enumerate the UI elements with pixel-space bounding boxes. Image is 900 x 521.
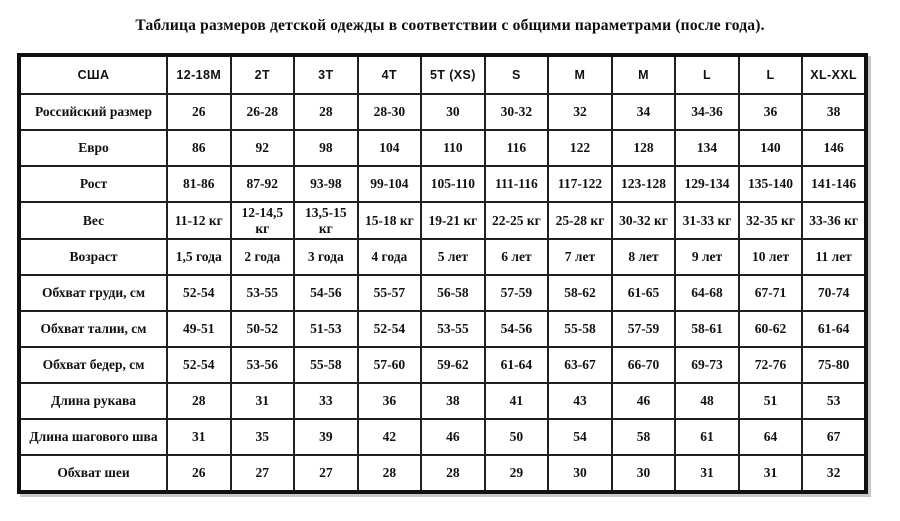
data-cell: 54-56 <box>294 275 358 311</box>
data-cell: 55-58 <box>548 311 612 347</box>
data-cell: 35 <box>231 419 295 455</box>
data-cell: 123-128 <box>612 166 676 202</box>
column-header: 4T <box>358 55 422 94</box>
data-cell: 34 <box>612 94 676 130</box>
data-cell: 92 <box>231 130 295 166</box>
data-cell: 31 <box>231 383 295 419</box>
column-header: 3T <box>294 55 358 94</box>
data-cell: 98 <box>294 130 358 166</box>
data-cell: 53-56 <box>231 347 295 383</box>
data-cell: 141-146 <box>802 166 866 202</box>
data-cell: 13,5-15 кг <box>294 202 358 239</box>
data-cell: 81-86 <box>167 166 231 202</box>
row-label: Обхват бедер, см <box>19 347 167 383</box>
data-cell: 128 <box>612 130 676 166</box>
data-cell: 36 <box>739 94 803 130</box>
column-header: M <box>612 55 676 94</box>
table-row <box>19 311 866 347</box>
data-cell: 72-76 <box>739 347 803 383</box>
data-cell: 63-67 <box>548 347 612 383</box>
data-cell: 11-12 кг <box>167 202 231 239</box>
data-cell: 4 года <box>358 239 422 275</box>
data-cell: 61-64 <box>802 311 866 347</box>
data-cell: 61-65 <box>612 275 676 311</box>
data-cell: 70-74 <box>802 275 866 311</box>
data-cell: 30-32 <box>485 94 549 130</box>
data-cell: 28 <box>294 94 358 130</box>
data-cell: 117-122 <box>548 166 612 202</box>
table-row <box>19 202 866 239</box>
data-cell: 105-110 <box>421 166 485 202</box>
data-cell: 39 <box>294 419 358 455</box>
data-cell: 56-58 <box>421 275 485 311</box>
table-row <box>19 275 866 311</box>
data-cell: 12-14,5 кг <box>231 202 295 239</box>
table-row <box>19 239 866 275</box>
data-cell: 55-57 <box>358 275 422 311</box>
data-cell: 31 <box>167 419 231 455</box>
data-cell: 25-28 кг <box>548 202 612 239</box>
data-cell: 67-71 <box>739 275 803 311</box>
data-cell: 52-54 <box>167 347 231 383</box>
row-label: Обхват груди, см <box>19 275 167 311</box>
data-cell: 30-32 кг <box>612 202 676 239</box>
data-cell: 51 <box>739 383 803 419</box>
row-label: Рост <box>19 166 167 202</box>
data-cell: 61-64 <box>485 347 549 383</box>
data-cell: 57-59 <box>612 311 676 347</box>
data-cell: 99-104 <box>358 166 422 202</box>
row-label: Российский размер <box>19 94 167 130</box>
table-row <box>19 94 866 130</box>
data-cell: 34-36 <box>675 94 739 130</box>
data-cell: 61 <box>675 419 739 455</box>
row-label: Длина шагового шва <box>19 419 167 455</box>
data-cell: 50 <box>485 419 549 455</box>
table-row <box>19 383 866 419</box>
row-label: Обхват шеи <box>19 455 167 492</box>
data-cell: 33 <box>294 383 358 419</box>
data-cell: 2 года <box>231 239 295 275</box>
data-cell: 38 <box>802 94 866 130</box>
data-cell: 22-25 кг <box>485 202 549 239</box>
data-cell: 55-58 <box>294 347 358 383</box>
data-cell: 58 <box>612 419 676 455</box>
data-cell: 36 <box>358 383 422 419</box>
size-table-body <box>19 94 866 492</box>
data-cell: 28-30 <box>358 94 422 130</box>
data-cell: 59-62 <box>421 347 485 383</box>
row-label: Возраст <box>19 239 167 275</box>
data-cell: 28 <box>167 383 231 419</box>
data-cell: 32 <box>802 455 866 492</box>
row-label: Вес <box>19 202 167 239</box>
data-cell: 9 лет <box>675 239 739 275</box>
data-cell: 64 <box>739 419 803 455</box>
data-cell: 10 лет <box>739 239 803 275</box>
data-cell: 122 <box>548 130 612 166</box>
data-cell: 26 <box>167 455 231 492</box>
data-cell: 11 лет <box>802 239 866 275</box>
column-header: 12-18M <box>167 55 231 94</box>
data-cell: 8 лет <box>612 239 676 275</box>
size-table-head <box>19 55 866 94</box>
data-cell: 1,5 года <box>167 239 231 275</box>
data-cell: 28 <box>421 455 485 492</box>
data-cell: 110 <box>421 130 485 166</box>
data-cell: 58-62 <box>548 275 612 311</box>
data-cell: 87-92 <box>231 166 295 202</box>
data-cell: 7 лет <box>548 239 612 275</box>
data-cell: 31 <box>739 455 803 492</box>
data-cell: 116 <box>485 130 549 166</box>
column-header: M <box>548 55 612 94</box>
column-header: XL-XXL <box>802 55 866 94</box>
data-cell: 30 <box>612 455 676 492</box>
data-cell: 49-51 <box>167 311 231 347</box>
data-cell: 69-73 <box>675 347 739 383</box>
page-title: Таблица размеров детской одежды в соответствии с общими параметрами (после года). <box>135 17 765 34</box>
data-cell: 41 <box>485 383 549 419</box>
data-cell: 33-36 кг <box>802 202 866 239</box>
data-cell: 111-116 <box>485 166 549 202</box>
label-column-header: США <box>19 55 167 94</box>
data-cell: 31 <box>675 455 739 492</box>
data-cell: 32-35 кг <box>739 202 803 239</box>
data-cell: 67 <box>802 419 866 455</box>
data-cell: 54-56 <box>485 311 549 347</box>
data-cell: 53-55 <box>231 275 295 311</box>
data-cell: 43 <box>548 383 612 419</box>
size-table <box>17 53 868 494</box>
table-row <box>19 347 866 383</box>
data-cell: 57-59 <box>485 275 549 311</box>
data-cell: 134 <box>675 130 739 166</box>
data-cell: 57-60 <box>358 347 422 383</box>
data-cell: 86 <box>167 130 231 166</box>
table-row <box>19 455 866 492</box>
row-label: Длина рукава <box>19 383 167 419</box>
data-cell: 53-55 <box>421 311 485 347</box>
data-cell: 50-52 <box>231 311 295 347</box>
table-row <box>19 130 866 166</box>
data-cell: 53 <box>802 383 866 419</box>
column-header: 5T (XS) <box>421 55 485 94</box>
data-cell: 31-33 кг <box>675 202 739 239</box>
data-cell: 27 <box>294 455 358 492</box>
table-row <box>19 166 866 202</box>
data-cell: 46 <box>421 419 485 455</box>
data-cell: 146 <box>802 130 866 166</box>
data-cell: 52-54 <box>167 275 231 311</box>
data-cell: 51-53 <box>294 311 358 347</box>
column-header: S <box>485 55 549 94</box>
data-cell: 129-134 <box>675 166 739 202</box>
data-cell: 60-62 <box>739 311 803 347</box>
data-cell: 93-98 <box>294 166 358 202</box>
data-cell: 42 <box>358 419 422 455</box>
data-cell: 46 <box>612 383 676 419</box>
data-cell: 52-54 <box>358 311 422 347</box>
data-cell: 140 <box>739 130 803 166</box>
header-row <box>19 55 866 94</box>
column-header: L <box>675 55 739 94</box>
data-cell: 29 <box>485 455 549 492</box>
data-cell: 135-140 <box>739 166 803 202</box>
data-cell: 30 <box>548 455 612 492</box>
data-cell: 6 лет <box>485 239 549 275</box>
data-cell: 64-68 <box>675 275 739 311</box>
data-cell: 26-28 <box>231 94 295 130</box>
data-cell: 48 <box>675 383 739 419</box>
data-cell: 58-61 <box>675 311 739 347</box>
data-cell: 27 <box>231 455 295 492</box>
data-cell: 28 <box>358 455 422 492</box>
column-header: 2T <box>231 55 295 94</box>
table-row <box>19 419 866 455</box>
data-cell: 32 <box>548 94 612 130</box>
row-label: Обхват талии, см <box>19 311 167 347</box>
data-cell: 19-21 кг <box>421 202 485 239</box>
data-cell: 75-80 <box>802 347 866 383</box>
data-cell: 38 <box>421 383 485 419</box>
column-header: L <box>739 55 803 94</box>
data-cell: 3 года <box>294 239 358 275</box>
data-cell: 54 <box>548 419 612 455</box>
data-cell: 30 <box>421 94 485 130</box>
row-label: Евро <box>19 130 167 166</box>
data-cell: 5 лет <box>421 239 485 275</box>
data-cell: 66-70 <box>612 347 676 383</box>
size-table-container <box>17 53 868 494</box>
data-cell: 26 <box>167 94 231 130</box>
data-cell: 15-18 кг <box>358 202 422 239</box>
data-cell: 104 <box>358 130 422 166</box>
